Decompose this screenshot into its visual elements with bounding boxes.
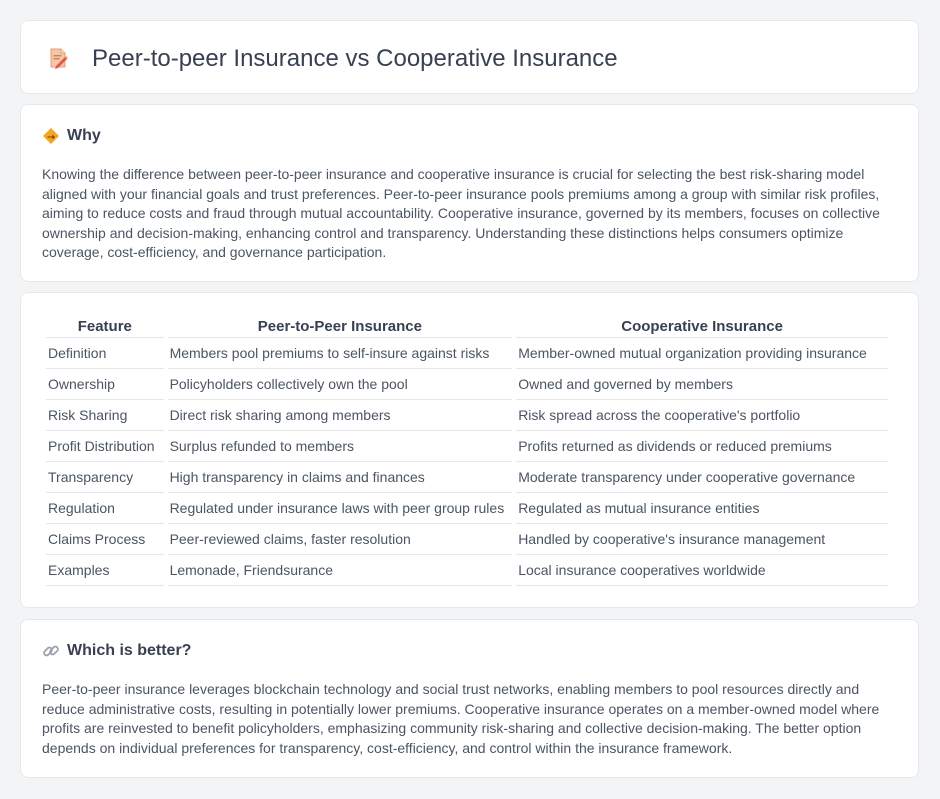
diamond-signal-icon bbox=[42, 127, 60, 145]
table-header-row bbox=[46, 316, 888, 338]
table-row bbox=[46, 338, 888, 369]
row-peer-value: Policyholders collectively own the pool bbox=[168, 369, 513, 400]
row-peer-value: Peer-reviewed claims, faster resolution bbox=[168, 524, 513, 555]
comparison-table bbox=[42, 316, 892, 586]
which-is-better-section bbox=[20, 619, 919, 778]
why-paragraph: Knowing the difference between peer-to-peer insurance and cooperative insurance is crucial for selecting the best risk-sharing model aligned with your financial goals and trust preferences. Peer-to-peer insurance pools premiums among a group with similar risk profiles, aiming to reduce costs and fraud through mutual accountability. Cooperative insurance, governed by its members, focuses on collective ownership and decision-making, enhancing control and transparency. Understanding these distinctions helps consumers optimize coverage, cost-efficiency, and governance participation. bbox=[42, 166, 880, 261]
row-peer-value: High transparency in claims and finances bbox=[168, 462, 513, 493]
better-heading-text: Which is better? bbox=[67, 642, 192, 659]
why-heading-text: Why bbox=[67, 127, 101, 144]
row-peer-value: Regulated under insurance laws with peer group rules bbox=[168, 493, 513, 524]
header-feature: Feature bbox=[46, 316, 164, 338]
link-icon bbox=[42, 642, 60, 660]
title-card bbox=[20, 20, 919, 94]
page-title: Peer-to-peer Insurance vs Cooperative Insurance bbox=[92, 45, 618, 72]
row-coop-value: Profits returned as dividends or reduced premiums bbox=[516, 431, 888, 462]
table-row bbox=[46, 524, 888, 555]
row-feature: Profit Distribution bbox=[46, 431, 164, 462]
header-peer-to-peer: Peer-to-Peer Insurance bbox=[168, 316, 513, 338]
comparison-section bbox=[20, 292, 919, 608]
row-peer-value: Direct risk sharing among members bbox=[168, 400, 513, 431]
table-row bbox=[46, 369, 888, 400]
row-coop-value: Moderate transparency under cooperative governance bbox=[516, 462, 888, 493]
header-cooperative: Cooperative Insurance bbox=[516, 316, 888, 338]
row-feature: Regulation bbox=[46, 493, 164, 524]
row-peer-value: Members pool premiums to self-insure against risks bbox=[168, 338, 513, 369]
why-section bbox=[20, 104, 919, 282]
row-feature: Examples bbox=[46, 555, 164, 586]
row-feature: Risk Sharing bbox=[46, 400, 164, 431]
table-row bbox=[46, 555, 888, 586]
row-feature: Ownership bbox=[46, 369, 164, 400]
why-heading bbox=[42, 127, 101, 145]
row-feature: Claims Process bbox=[46, 524, 164, 555]
table-row bbox=[46, 400, 888, 431]
better-paragraph: Peer-to-peer insurance leverages blockchain technology and social trust networks, enabling members to pool resources directly and reduce administrative costs, resulting in potentially lower premiums. Cooperative insurance operates on a member-owned model where profits are reinvested to benefit policyholders, emphasizing community risk-sharing and collective decision-making. The better option depends on individual preferences for transparency, cost-efficiency, and control within the insurance framework. bbox=[42, 681, 880, 756]
table-row bbox=[46, 431, 888, 462]
row-feature: Transparency bbox=[46, 462, 164, 493]
document-edit-icon bbox=[47, 47, 69, 69]
row-coop-value: Owned and governed by members bbox=[516, 369, 888, 400]
table-row bbox=[46, 493, 888, 524]
row-peer-value: Lemonade, Friendsurance bbox=[168, 555, 513, 586]
better-heading bbox=[42, 642, 191, 660]
row-coop-value: Member-owned mutual organization providing insurance bbox=[516, 338, 888, 369]
row-coop-value: Regulated as mutual insurance entities bbox=[516, 493, 888, 524]
table-row bbox=[46, 462, 888, 493]
row-coop-value: Risk spread across the cooperative's portfolio bbox=[516, 400, 888, 431]
row-feature: Definition bbox=[46, 338, 164, 369]
row-coop-value: Local insurance cooperatives worldwide bbox=[516, 555, 888, 586]
row-peer-value: Surplus refunded to members bbox=[168, 431, 513, 462]
row-coop-value: Handled by cooperative's insurance management bbox=[516, 524, 888, 555]
